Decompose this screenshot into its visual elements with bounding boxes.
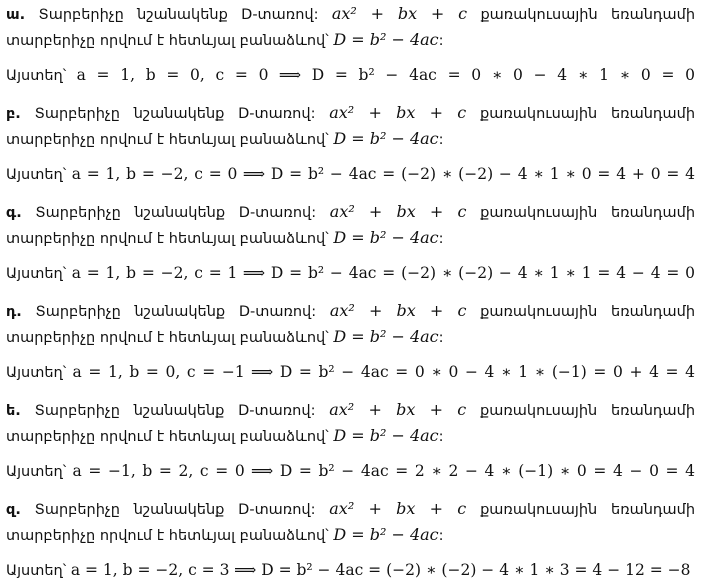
intro-end: :: [438, 527, 444, 544]
intro-text-prefix: Տարբերիչը նշանակենք D-տառով:: [35, 304, 317, 320]
exercise-block: [6, 2, 695, 88]
exercise-intro: [6, 398, 695, 449]
intro-end: :: [438, 428, 444, 445]
exercise-intro: [6, 497, 695, 548]
intro-text-middle: քառակուսային եռանդամի տարբերիչը որվում է հետևյալ բանաձևով՝: [6, 403, 696, 445]
exercise-result: [6, 261, 695, 286]
result-prefix: Այստեղ՝: [6, 266, 67, 282]
polynomial-formula: ax² + bx + c: [331, 4, 468, 23]
given-values: a = 1, b = −2, c = 1: [71, 264, 238, 282]
intro-text-prefix: Տարբերիչը նշանակենք D-տառով:: [35, 205, 317, 221]
given-values: a = 1, b = −2, c = 0: [71, 165, 238, 183]
given-values: a = 1, b = 0, c = −1: [72, 363, 245, 381]
polynomial-formula: ax² + bx + c: [329, 400, 467, 419]
result-prefix: Այստեղ՝: [6, 464, 67, 480]
result-prefix: Այստեղ՝: [6, 68, 67, 84]
exercise-result: [6, 459, 695, 484]
exercise-label: ա.: [6, 7, 26, 23]
calculation: ⟹ D = b² − 4ac = 0 ∗ 0 − 4 ∗ 1 ∗ (−1) = 0 + 4 = 4: [251, 363, 696, 381]
discriminant-formula: D = b² − 4ac: [333, 128, 439, 148]
calculation: ⟹ D = b² − 4ac = 2 ∗ 2 − 4 ∗ (−1) ∗ 0 = 4 − 0 = 4: [251, 462, 696, 480]
given-values: a = −1, b = 2, c = 0: [72, 462, 245, 480]
exercise-block: [6, 398, 695, 484]
given-values: a = 1, b = 0, c = 0: [76, 66, 269, 84]
discriminant-formula: D = b² − 4ac: [333, 29, 439, 49]
exercise-intro: [6, 2, 695, 53]
intro-end: :: [438, 32, 444, 49]
exercise-label: գ.: [6, 205, 22, 221]
discriminant-formula: D = b² − 4ac: [333, 227, 439, 247]
exercise-result: [6, 162, 695, 187]
intro-end: :: [438, 329, 444, 346]
intro-end: :: [438, 230, 444, 247]
exercise-result: [6, 63, 695, 88]
exercise-label: բ.: [6, 106, 21, 122]
intro-end: :: [438, 131, 444, 148]
polynomial-formula: ax² + bx + c: [329, 301, 467, 320]
exercise-intro: [6, 299, 695, 350]
result-prefix: Այստեղ՝: [6, 563, 67, 579]
result-prefix: Այստեղ՝: [6, 365, 67, 381]
exercise-label: ե.: [6, 403, 21, 419]
calculation: ⟹ D = b² − 4ac = (−2) ∗ (−2) − 4 ∗ 1 ∗ 1 = 4 − 4 = 0: [242, 264, 696, 282]
calculation: ⟹ D = b² − 4ac = (−2) ∗ (−2) − 4 ∗ 1 ∗ 0 = 4 + 0 = 4: [242, 165, 696, 183]
polynomial-formula: ax² + bx + c: [329, 103, 467, 122]
exercise-result: [6, 360, 695, 385]
intro-text-prefix: Տարբերիչը նշանակենք D-տառով:: [38, 7, 319, 23]
calculation: ⟹ D = b² − 4ac = 0 ∗ 0 − 4 ∗ 1 ∗ 0 = 0: [278, 66, 695, 84]
discriminant-formula: D = b² − 4ac: [333, 425, 439, 445]
intro-text-middle: քառակուսային եռանդամի տարբերիչը որվում է հետևյալ բանաձևով՝: [6, 106, 696, 148]
discriminant-formula: D = b² − 4ac: [333, 326, 439, 346]
intro-text-middle: քառակուսային եռանդամի տարբերիչը որվում է հետևյալ բանաձևով՝: [6, 7, 696, 49]
result-prefix: Այստեղ՝: [6, 167, 67, 183]
calculation: ⟹ D = b² − 4ac = (−2) ∗ (−2) − 4 ∗ 1 ∗ 3 = 4 − 12 = −8: [234, 561, 691, 579]
exercise-block: [6, 497, 695, 583]
polynomial-formula: ax² + bx + c: [329, 202, 467, 221]
exercise-intro: [6, 200, 695, 251]
intro-text-prefix: Տարբերիչը նշանակենք D-տառով:: [34, 403, 316, 419]
exercise-label: զ.: [6, 502, 21, 518]
intro-text-middle: քառակուսային եռանդամի տարբերիչը որվում է հետևյալ բանաձևով՝: [6, 502, 696, 544]
exercise-result: [6, 558, 695, 583]
exercise-intro: [6, 101, 695, 152]
intro-text-prefix: Տարբերիչը նշանակենք D-տառով:: [34, 502, 316, 518]
exercise-block: [6, 200, 695, 286]
discriminant-formula: D = b² − 4ac: [333, 524, 439, 544]
intro-text-middle: քառակուսային եռանդամի տարբերիչը որվում է հետևյալ բանաձևով՝: [6, 205, 696, 247]
polynomial-formula: ax² + bx + c: [329, 499, 467, 518]
given-values: a = 1, b = −2, c = 3: [70, 561, 230, 579]
exercise-block: [6, 299, 695, 385]
exercise-label: դ.: [6, 304, 22, 320]
intro-text-middle: քառակուսային եռանդամի տարբերիչը որվում է հետևյալ բանաձևով՝: [6, 304, 696, 346]
exercise-block: [6, 101, 695, 187]
intro-text-prefix: Տարբերիչը նշանակենք D-տառով:: [34, 106, 316, 122]
